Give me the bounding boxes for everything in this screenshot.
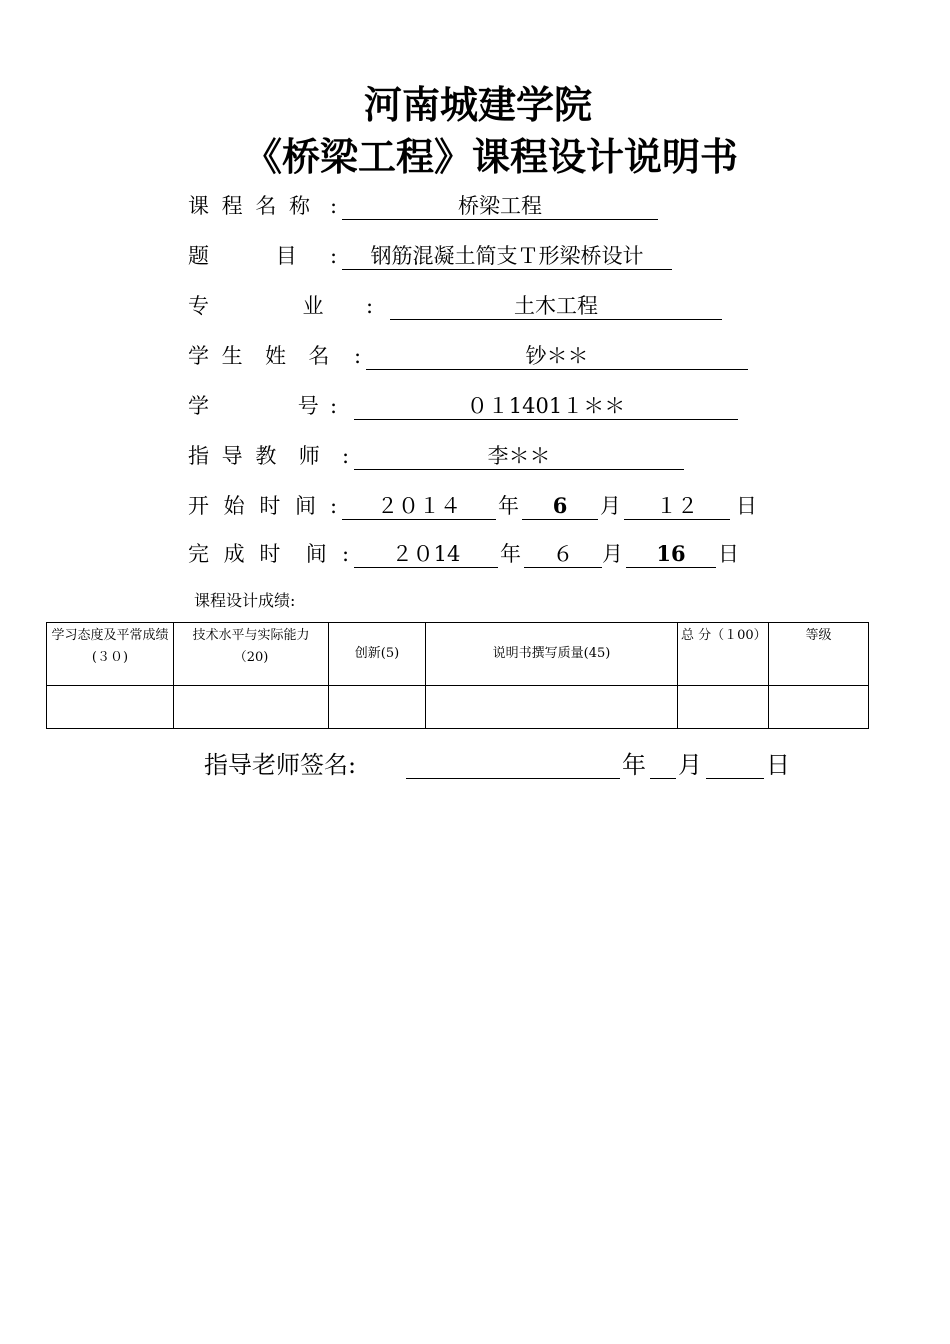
signature-line[interactable] [406, 748, 620, 779]
signature-month-unit: 月 [678, 751, 702, 779]
student-name-row [188, 340, 758, 372]
signature-month-line[interactable] [650, 748, 676, 779]
advisor-value: 李＊＊ [354, 440, 684, 470]
end-year-unit: 年 [500, 542, 521, 566]
end-day-unit: 日 [718, 542, 739, 566]
major-label: 专 业 [188, 294, 324, 318]
document-title: 《桥梁工程》课程设计说明书 [243, 134, 738, 179]
score-grade-level-cell[interactable] [769, 686, 869, 729]
advisor-colon: : [342, 444, 350, 468]
score-total-cell[interactable] [678, 686, 769, 729]
signature-day-unit: 日 [766, 751, 790, 779]
course-name-value: 桥梁工程 [342, 190, 658, 220]
header-report-quality: 说明书撰写质量(45) [426, 623, 678, 686]
end-month-unit: 月 [602, 542, 623, 566]
start-day-value: １２ [624, 490, 730, 520]
student-id-colon: : [330, 394, 338, 418]
topic-row [188, 240, 688, 272]
header-grade-level: 等级 [769, 623, 869, 686]
course-name-row [188, 190, 668, 222]
start-month-value: 6 [522, 490, 598, 520]
grades-caption: 课程设计成绩: [194, 591, 296, 610]
start-year-value: ２０１４ [342, 490, 496, 520]
student-name-value: 钞＊＊ [366, 340, 748, 370]
start-year-unit: 年 [498, 494, 519, 518]
start-time-row [188, 490, 768, 522]
score-technical-cell[interactable] [174, 686, 329, 729]
signature-row [204, 748, 804, 782]
school-name: 河南城建学院 [363, 82, 592, 127]
student-id-value: ０１1401１＊＊ [354, 390, 738, 420]
advisor-label: 指 导 教 师 [188, 444, 323, 468]
end-year-value: ２０14 [354, 538, 498, 568]
student-id-label: 学 号 [188, 394, 321, 418]
header-attitude: 学习态度及平常成绩(３０) [47, 623, 174, 686]
signature-day-line[interactable] [706, 748, 764, 779]
topic-label: 题 目 [188, 244, 297, 268]
score-report-quality-cell[interactable] [426, 686, 678, 729]
header-technical: 技术水平与实际能力（20) [174, 623, 329, 686]
end-day-value: 16 [626, 538, 716, 568]
end-time-colon: : [342, 542, 350, 566]
end-time-row [188, 538, 758, 570]
major-colon: : [366, 294, 374, 318]
major-value: 土木工程 [390, 290, 722, 320]
major-row [188, 290, 728, 322]
student-id-row [188, 390, 748, 422]
topic-value: 钢筋混凝土简支Ｔ形梁桥设计 [342, 240, 672, 270]
score-attitude-cell[interactable] [47, 686, 174, 729]
start-time-label: 开 始 时 间 [188, 494, 321, 518]
start-time-colon: : [330, 494, 338, 518]
course-name-colon: : [330, 194, 338, 218]
grades-score-row [47, 686, 869, 729]
score-innovation-cell[interactable] [329, 686, 426, 729]
topic-colon: : [330, 244, 338, 268]
grades-table [46, 622, 869, 729]
student-name-label: 学 生 姓 名 [188, 344, 333, 368]
student-name-colon: : [354, 344, 362, 368]
start-day-unit: 日 [736, 494, 757, 518]
end-month-value: ６ [524, 538, 602, 568]
header-innovation: 创新(5) [329, 623, 426, 686]
start-month-unit: 月 [600, 494, 621, 518]
header-total: 总 分（１00） [678, 623, 769, 686]
advisor-row [188, 440, 698, 472]
course-name-label: 课 程 名 称 [188, 194, 314, 218]
signature-label: 指导老师签名: [204, 751, 357, 779]
end-time-label: 完 成 时 间 [188, 542, 331, 566]
signature-year-unit: 年 [622, 751, 646, 779]
grades-header-row [47, 623, 869, 686]
